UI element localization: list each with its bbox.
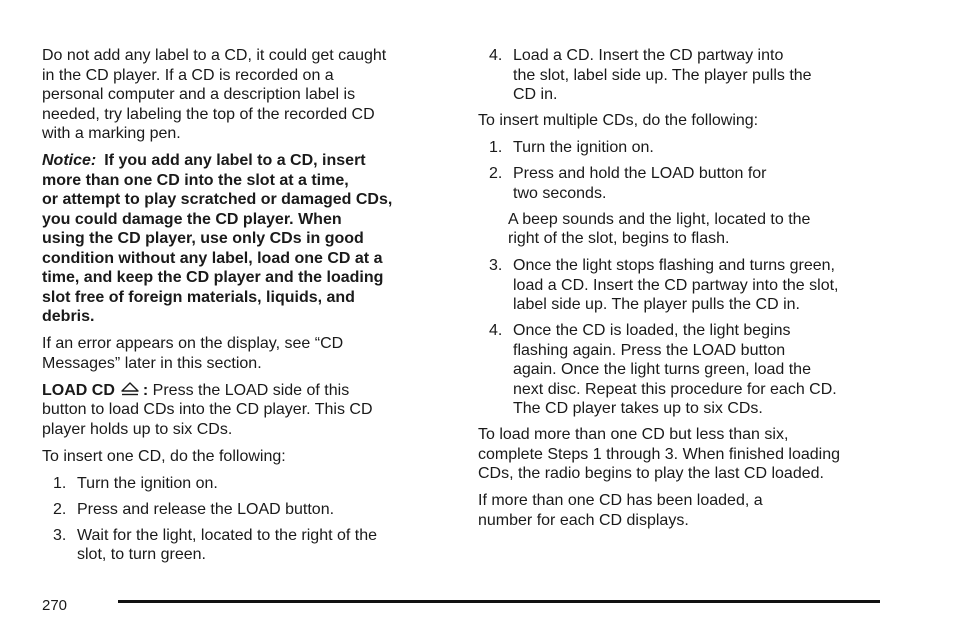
cd-number-paragraph: If more than one CD has been loaded, a number for each CD displays. <box>478 492 763 529</box>
step-text: Turn the ignition on. <box>513 139 654 156</box>
list-item <box>478 46 888 105</box>
list-item <box>478 321 888 419</box>
list-item <box>478 138 888 158</box>
insert-multi-steps-continued <box>478 256 888 419</box>
list-item <box>42 526 442 565</box>
load-cd-label: LOAD CD <box>42 381 115 399</box>
insert-multi-intro: To insert multiple CDs, do the following: <box>478 112 759 129</box>
insert-one-intro: To insert one CD, do the following: <box>42 447 286 465</box>
step-text: Wait for the light, located to the right of the slot, to turn green. <box>77 526 378 563</box>
step-number: 3. <box>489 257 503 274</box>
step-text: Press and hold the LOAD button for two seconds. <box>513 165 767 202</box>
step-text: Load a CD. Insert the CD partway into the slot, label side up. The player pulls the CD in. <box>513 47 812 103</box>
error-paragraph: If an error appears on the display, see “CD Messages” later in this section. <box>42 335 344 372</box>
list-item <box>42 474 442 494</box>
notice-lead: Notice: <box>42 152 97 169</box>
step-number: 3. <box>53 526 67 544</box>
step-number: 2. <box>489 165 503 182</box>
step-text: Once the CD is loaded, the light begins flashing again. Press the LOAD button again. Once the light turns green, load the next disc. Repeat this procedure for each CD. The CD player takes up to six CDs. <box>513 322 837 417</box>
beep-note: A beep sounds and the light, located to the right of the slot, begins to flash. <box>508 210 811 247</box>
step-text: Once the light stops flashing and turns green, load a CD. Insert the CD partway into the slot, label side up. The player pulls the CD in. <box>513 257 839 313</box>
step-number: 4. <box>489 47 503 64</box>
step-number: 1. <box>489 139 503 156</box>
footer-rule <box>118 600 880 603</box>
right-column <box>478 46 888 538</box>
page-number: 270 <box>42 597 68 614</box>
list-item <box>478 164 888 203</box>
step-text: Turn the ignition on. <box>77 474 218 492</box>
notice-paragraph <box>42 151 442 327</box>
step-number: 4. <box>489 322 503 339</box>
load-cd-text: Press the LOAD side of this button to load CDs into the CD player. This CD player holds up to six CDs. <box>42 381 373 438</box>
insert-multi-steps <box>478 138 888 203</box>
eject-icon <box>119 381 141 397</box>
step-text: Press and release the LOAD button. <box>77 500 335 518</box>
step-number: 1. <box>53 474 67 492</box>
insert-one-steps-continued <box>478 46 888 105</box>
step-number: 2. <box>53 500 67 518</box>
left-column <box>42 46 442 571</box>
less-than-six-paragraph: To load more than one CD but less than six, complete Steps 1 through 3. When finished loading CDs, the radio begins to play the last CD loaded. <box>478 426 841 482</box>
list-item <box>478 256 888 315</box>
cd-label-warning: Do not add any label to a CD, it could get caught in the CD player. If a CD is recorded on a personal computer and a description label is needed, try labeling the top of the recorded CD with a marking pen. <box>42 47 387 142</box>
list-item <box>42 500 442 520</box>
load-cd-paragraph <box>42 381 442 440</box>
insert-one-steps <box>42 474 442 565</box>
load-cd-colon: : <box>142 381 149 399</box>
notice-body: If you add any label to a CD, insert more than one CD into the slot at a time, or attempt to play scratched or damaged CDs, you could damage the CD player. When using the CD player, use only CDs in good condition without any label, load one CD at a time, and keep the CD player and the loading slot free of foreign materials, liquids, and debris. <box>42 152 393 325</box>
